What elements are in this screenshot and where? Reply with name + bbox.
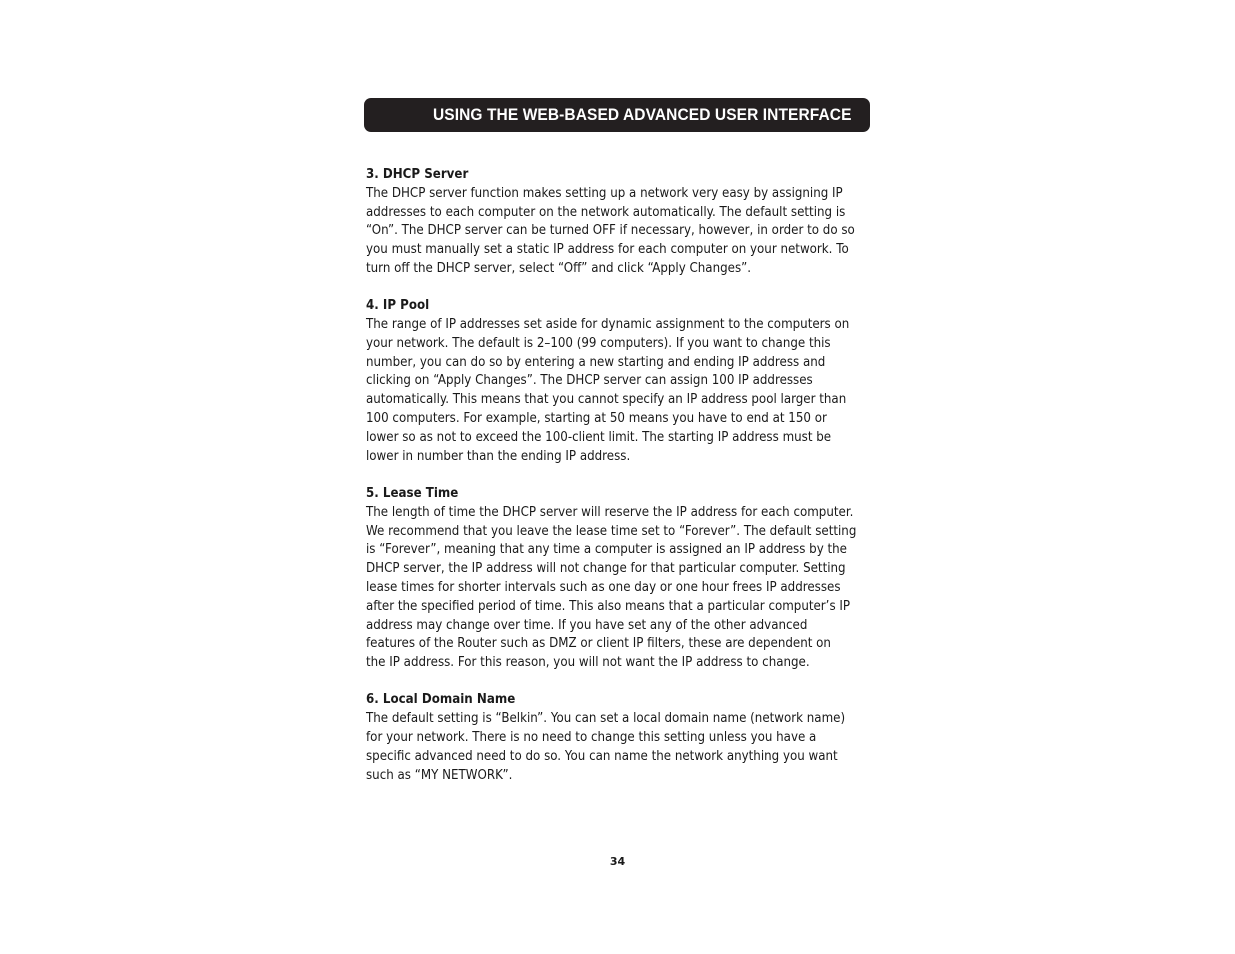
paragraph-line: The length of time the DHCP server will reserve the IP address for each computer. [366,504,854,520]
paragraph-line: The range of IP addresses set aside for dynamic assignment to the computers on [366,317,850,333]
section-heading: 3. DHCP Server [366,167,469,182]
paragraph-line: “On”. The DHCP server can be turned OFF if necessary, however, in order to do so [366,223,855,239]
paragraph-line: specific advanced need to do so. You can name the network anything you want [366,748,838,764]
paragraph-line: addresses to each computer on the network automatically. The default setting is [366,204,846,220]
manual-content [366,166,872,804]
section-ip-pool [366,297,872,466]
paragraph-line: lease times for shorter intervals such as one day or one hour frees IP addresses [366,579,841,595]
paragraph-line: features of the Router such as DMZ or client IP filters, these are dependent on [366,636,831,652]
paragraph-line: you must manually set a static IP address for each computer on your network. To [366,242,849,258]
paragraph-line: the IP address. For this reason, you will not want the IP address to change. [366,655,810,671]
section-heading: 5. Lease Time [366,485,459,501]
paragraph-line: lower in number than the ending IP address. [366,448,631,464]
paragraph-line: The DHCP server function makes setting up a network very easy by assigning IP [366,185,843,201]
paragraph-line: is “Forever”, meaning that any time a computer is assigned an IP address by the [366,542,847,558]
section-header-bar [364,98,870,132]
paragraph-line: automatically. This means that you cannot specify an IP address pool larger than [366,392,847,408]
section-dhcp-server [366,166,872,279]
paragraph-line: DHCP server, the IP address will not change for that particular computer. Setting [366,561,846,577]
paragraph-line: after the specified period of time. This also means that a particular computer’s IP [366,598,851,614]
paragraph-line: number, you can do so by entering a new starting and ending IP address and [366,354,826,370]
paragraph-line: address may change over time. If you have set any of the other advanced [366,617,808,633]
header-title: USING THE WEB-BASED ADVANCED USER INTERFACE [433,106,852,124]
paragraph-line: The default setting is “Belkin”. You can set a local domain name (network name) [366,711,846,727]
paragraph-line: your network. The default is 2–100 (99 computers). If you want to change this [366,335,831,351]
section-local-domain-name [366,691,872,785]
section-lease-time [366,485,872,673]
paragraph-line: clicking on “Apply Changes”. The DHCP server can assign 100 IP addresses [366,373,813,389]
section-heading: 4. IP Pool [366,298,430,314]
paragraph-line: lower so as not to exceed the 100-client limit. The starting IP address must be [366,429,832,445]
paragraph-line: such as “MY NETWORK”. [366,767,513,783]
paragraph-line: We recommend that you leave the lease time set to “Forever”. The default setting [366,523,857,539]
paragraph-line: turn off the DHCP server, select “Off” and click “Apply Changes”. [366,260,752,276]
paragraph-line: 100 computers. For example, starting at 50 means you have to end at 150 or [366,411,827,427]
paragraph-line: for your network. There is no need to change this setting unless you have a [366,730,817,746]
section-heading: 6. Local Domain Name [366,692,516,708]
page-number: 34 [609,855,626,868]
